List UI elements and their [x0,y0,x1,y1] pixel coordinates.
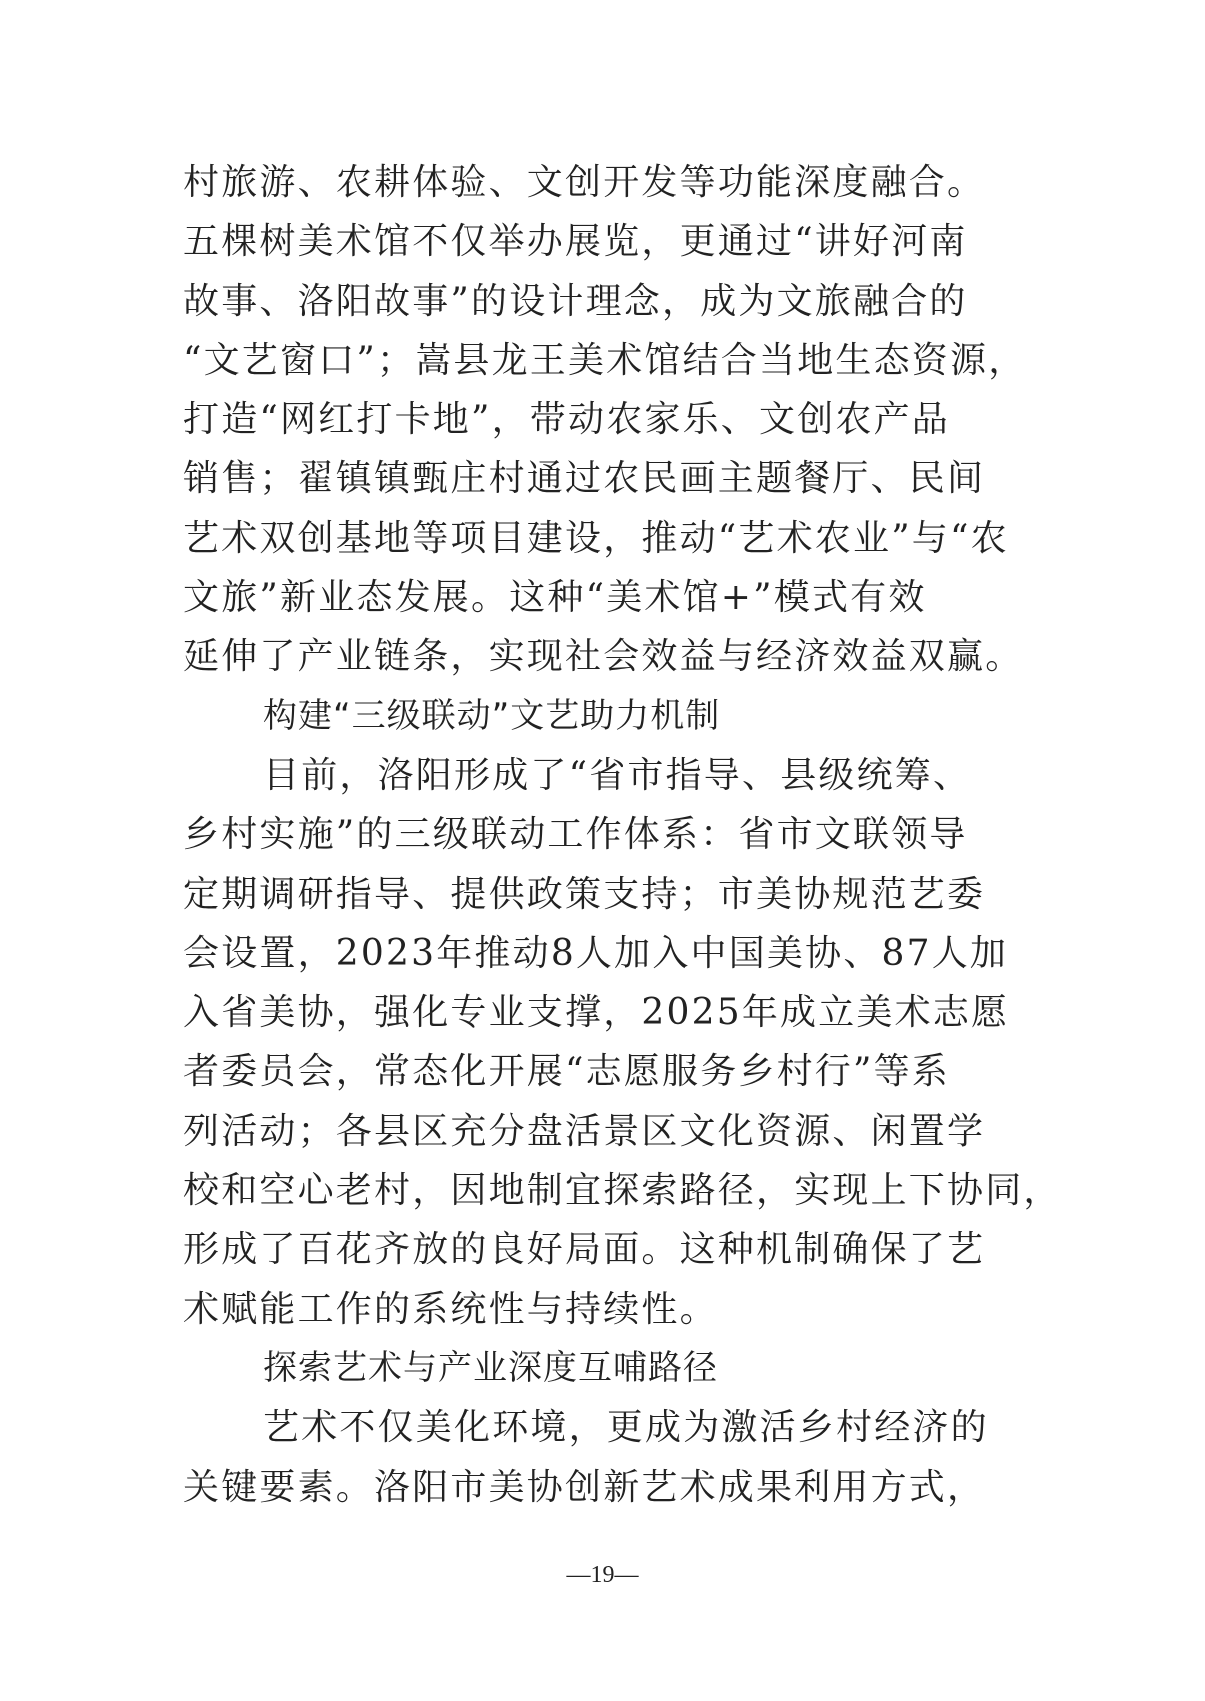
section-heading: 探索艺术与产业深度互哺路径 [263,1347,718,1388]
section-heading: 构建“三级联动”文艺助力机制 [263,695,721,736]
body-text [183,153,1062,1517]
text-line: 列活动；各县区充分盘活景区文化资源、闲置学 [183,1110,986,1152]
text-line: 延伸了产业链条，实现社会效益与经济效益双赢。 [183,636,1024,678]
text-line: 打造“网红打卡地”，带动农家乐、文创农产品 [183,399,951,441]
paragraph-start-line: 艺术不仅美化环境，更成为激活乡村经济的 [263,1407,989,1449]
text-line: 故事、洛阳故事”的设计理念，成为文旅融合的 [183,280,968,322]
text-line: 定期调研指导、提供政策支持；市美协规范艺委 [183,873,986,915]
text-line: 销售；翟镇镇甄庄村通过农民画主题餐厅、民间 [183,458,986,500]
text-line: 校和空心老村，因地制宜探索路径，实现上下协同， [183,1170,1062,1212]
text-line: 艺术双创基地等项目建设，推动“艺术农业”与“农 [183,517,1009,559]
text-line: 文旅”新业态发展。这种“美术馆+”模式有效 [183,577,927,619]
text-line: 关键要素。洛阳市美协创新艺术成果利用方式， [183,1466,986,1508]
paragraph-start-line: 目前，洛阳形成了“省市指导、县级统筹、 [263,754,972,796]
text-line: 者委员会，常态化开展“志愿服务乡村行”等系 [183,1051,951,1093]
page-number: —19— [566,1562,639,1588]
text-line: 乡村实施”的三级联动工作体系：省市文联领导 [183,814,968,856]
text-line: 五棵树美术馆不仅举办展览，更通过“讲好河南 [183,221,968,263]
text-line: 入省美协，强化专业支撑，2025年成立美术志愿 [183,992,1010,1034]
text-line: 形成了百花齐放的良好局面。这种机制确保了艺 [183,1229,986,1271]
text-line: 会设置，2023年推动8人加入中国美协、87人加 [183,932,1009,974]
text-line: 村旅游、农耕体验、文创开发等功能深度融合。 [183,162,986,203]
text-line: 术赋能工作的系统性与持续性。 [183,1288,718,1330]
text-line: “文艺窗口”；嵩县龙王美术馆结合当地生态资源， [183,339,1027,381]
